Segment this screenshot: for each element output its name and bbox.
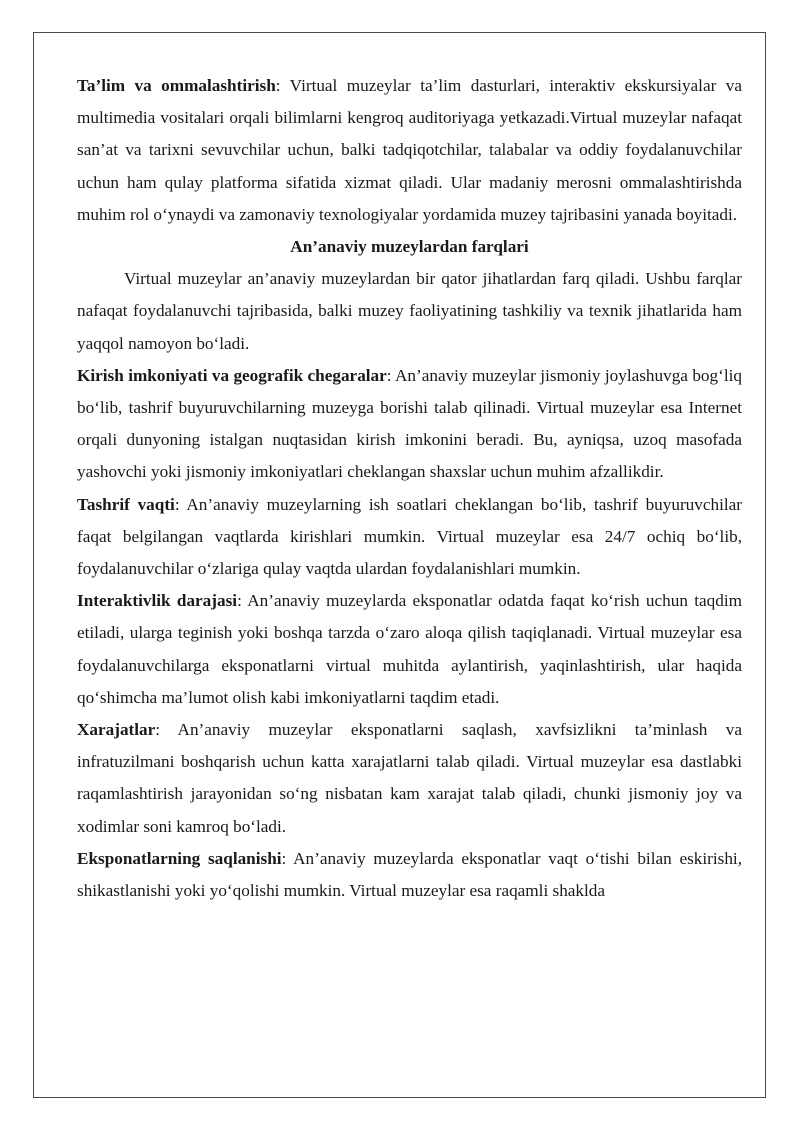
- term-saqlanishi: Eksponatlarning saqlanishi: [77, 848, 282, 868]
- term-xarajatlar: Xarajatlar: [77, 720, 156, 740]
- term-tashrif: Tashrif vaqti: [77, 494, 175, 514]
- text-interaktivlik: : An’anaviy muzeylarda eksponatlar odatda faqat ko‘rish uchun taqdim etiladi, ularga teginish yoki boshqa tarzda o‘zaro aloqa qilish taqiqlanadi. Virtual muzeylar esa foydalanuvchilarga eksponatlarni virtual muhitda aylantirish, yaqinlashtirish, ular haqida qo‘shimcha ma’lumot olish kabi imkoniyatlarni taqdim etadi.: [77, 591, 742, 707]
- document-body: [77, 70, 742, 907]
- text-talim: : Virtual muzeylar ta’lim dasturlari, interaktiv ekskursiyalar va multimedia vositalari orqali bilimlarni kengroq auditoriyaga yetkazadi.Virtual muzeylar nafaqat san’at va tarixni sevuvchilar uchun, balki tadqiqotchilar, talabalar va oddiy foydalanuvchilar uchun ham qulay platforma sifatida xizmat qiladi. Ular madaniy merosni ommalashtirishda muhim rol o‘ynaydi va zamonaviy texnologiyalar yordamida muzey tajribasini yanada boyitadi.: [77, 76, 742, 224]
- text-tashrif: : An’anaviy muzeylarning ish soatlari cheklangan bo‘lib, tashrif buyuruvchilar faqat belgilangan vaqtlarda kirishlari mumkin. Virtual muzeylar esa 24/7 ochiq bo‘lib, foydalanuvchilar o‘zlariga qulay vaqtda ulardan foydalanishlari mumkin.: [77, 494, 742, 579]
- text-kirish: : An’anaviy muzeylar jismoniy joylashuvga bog‘liq bo‘lib, tashrif buyuruvchilarning muzeyga borishi talab qilinadi. Virtual muzeylar esa Internet orqali dunyoning istalgan nuqtasidan kirish imkonini beradi. Bu, ayniqsa, uzoq masofada yashovchi yoki jismoniy imkoniyatlari cheklangan shaxslar uchun muhim afzallikdir.: [77, 365, 742, 482]
- term-talim: Ta’lim va ommalashtirish: [77, 76, 276, 95]
- text-xarajatlar: : An’anaviy muzeylar eksponatlarni saqlash, xavfsizlikni ta’minlash va infratuzilmani boshqarish uchun katta xarajatlarni talab qiladi. Virtual muzeylar esa dastlabki raqamlashtirish jarayonidan so‘ng nisbatan kam xarajat talab qiladi, chunki jismoniy joy va xodimlar soni kamroq bo‘ladi.: [77, 720, 742, 836]
- item-kirish: [77, 360, 742, 489]
- term-interaktivlik: Interaktivlik darajasi: [77, 591, 238, 611]
- intro-paragraph: Virtual muzeylar an’anaviy muzeylardan bir qator jihatlardan farq qiladi. Ushbu farqlar nafaqat foydalanuvchi tajribasida, balki muzey faoliyatining tashkiliy va texnik jihatlarida ham yaqqol namoyon bo‘ladi.: [77, 269, 742, 353]
- text-saqlanishi: : An’anaviy muzeylarda eksponatlar vaqt o‘tishi bilan eskirishi, shikastlanishi yoki yo‘qolishi mumkin. Virtual muzeylar esa raqamli shaklda: [77, 848, 742, 901]
- term-kirish: Kirish imkoniyati va geografik chegaralar: [77, 365, 387, 385]
- paragraph-talim: [77, 70, 742, 231]
- section-heading: An’anaviy muzeylardan farqlari: [290, 237, 529, 257]
- item-tashrif: [77, 489, 742, 586]
- item-xarajatlar: [77, 714, 742, 843]
- item-interaktivlik: [77, 585, 742, 714]
- item-saqlanishi: [77, 843, 742, 907]
